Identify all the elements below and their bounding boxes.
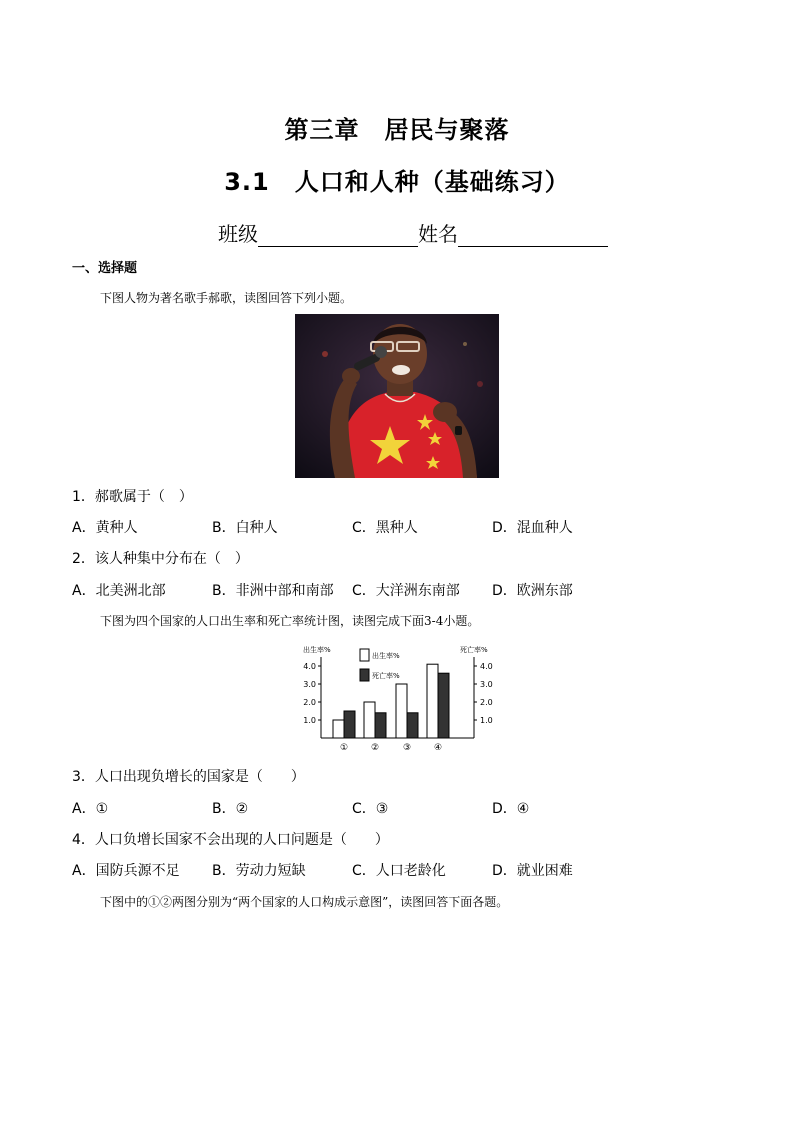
death-rate-bar (438, 673, 449, 738)
legend-birth-label: 出生率% (372, 652, 400, 660)
right-tick-label: 4.0 (480, 662, 493, 671)
birth-rate-bar (364, 702, 375, 738)
right-tick-label: 2.0 (480, 698, 493, 707)
chapter-title: 第三章 居民与聚落 (284, 116, 510, 144)
right-tick-label: 1.0 (480, 716, 493, 725)
category-label: ② (370, 743, 380, 753)
legend-death-label: 死亡率% (372, 672, 400, 680)
birth-death-rate-chart (300, 643, 496, 753)
question-4-option-d[interactable]: D．就业困难 (492, 863, 573, 879)
question-1-option-b[interactable]: B．白种人 (212, 520, 278, 536)
question-2-option-a[interactable]: A．北美洲北部 (72, 583, 166, 599)
question-2-option-c[interactable]: C．大洋洲东南部 (352, 583, 460, 599)
legend-birth-swatch (360, 649, 369, 661)
question-3-stem: 3．人口出现负增长的国家是（ ） (72, 769, 305, 785)
left-axis-title: 出生率% (303, 646, 331, 654)
intro-text-3: 下图中的①②两图分别为“两个国家的人口构成示意图”，读图回答下面各题。 (100, 895, 509, 909)
question-1-option-a[interactable]: A．黄种人 (72, 520, 138, 536)
singer-photo (295, 314, 499, 478)
section-title: 一、选择题 (72, 261, 138, 276)
death-rate-bar (407, 713, 418, 738)
class-name-line (218, 218, 608, 247)
right-tick-label: 3.0 (480, 680, 493, 689)
question-3-option-b[interactable]: B．② (212, 801, 249, 817)
question-2-option-b[interactable]: B．非洲中部和南部 (212, 583, 334, 599)
category-label: ③ (402, 743, 412, 753)
question-4-option-b[interactable]: B．劳动力短缺 (212, 863, 306, 879)
intro-text-2: 下图为四个国家的人口出生率和死亡率统计图，读图完成下面3-4小题。 (100, 614, 480, 628)
question-4-stem: 4．人口负增长国家不会出现的人口问题是（ ） (72, 832, 389, 848)
category-label: ④ (433, 743, 443, 753)
question-1-stem: 1．郝歌属于（ ） (72, 489, 193, 505)
right-axis-title: 死亡率% (460, 646, 488, 654)
name-blank[interactable] (458, 224, 608, 247)
question-3-option-d[interactable]: D．④ (492, 801, 530, 817)
question-4-option-c[interactable]: C．人口老龄化 (352, 863, 446, 879)
birth-rate-bar (427, 664, 438, 738)
question-3-option-a[interactable]: A．① (72, 801, 109, 817)
legend-death-swatch (360, 669, 369, 681)
question-1-option-c[interactable]: C．黑种人 (352, 520, 418, 536)
question-1-option-d[interactable]: D．混血种人 (492, 520, 573, 536)
class-blank[interactable] (258, 224, 418, 247)
left-tick-label: 2.0 (303, 698, 316, 707)
left-tick-label: 3.0 (303, 680, 316, 689)
death-rate-bar (375, 713, 386, 738)
question-4-option-a[interactable]: A．国防兵源不足 (72, 863, 180, 879)
left-tick-label: 4.0 (303, 662, 316, 671)
question-2-option-d[interactable]: D．欧洲东部 (492, 583, 573, 599)
category-label: ① (339, 743, 349, 753)
left-tick-label: 1.0 (303, 716, 316, 725)
lesson-title: 3.1 人口和人种（基础练习） (224, 168, 570, 196)
birth-rate-bar (333, 720, 344, 738)
question-3-option-c[interactable]: C．③ (352, 801, 389, 817)
death-rate-bar (344, 711, 355, 738)
class-label: 班级 (218, 222, 258, 246)
birth-rate-bar (396, 684, 407, 738)
intro-text-1: 下图人物为著名歌手郝歌，读图回答下列小题。 (100, 291, 353, 305)
name-label: 姓名 (418, 222, 458, 246)
question-2-stem: 2．该人种集中分布在（ ） (72, 551, 249, 567)
